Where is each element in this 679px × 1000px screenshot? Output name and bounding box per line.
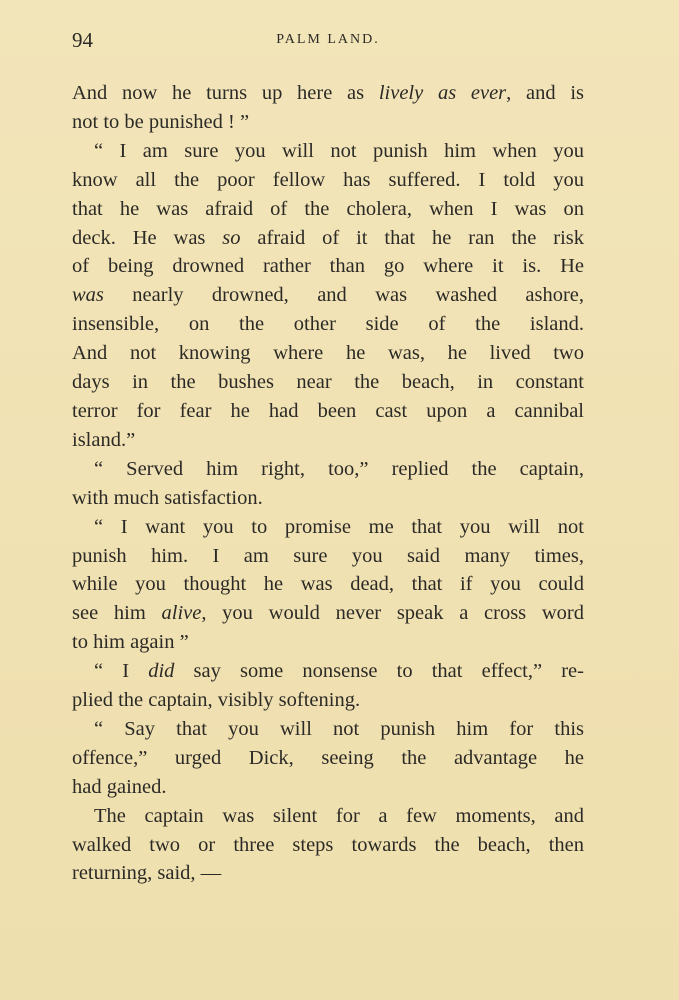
text-segment: say some nonsense to that effect,” re- (174, 660, 584, 683)
text-segment: with much satisfaction. (72, 486, 263, 509)
italic-text: was (72, 284, 104, 307)
text-segment: punish him. I am sure you said many times, (72, 544, 584, 567)
text-line (72, 281, 584, 310)
text-line (72, 484, 584, 513)
italic-text: lively as ever (378, 82, 507, 104)
text-line (72, 455, 584, 484)
text-line (72, 224, 584, 253)
text-segment: see him (72, 602, 162, 625)
text-segment: “ Say that you will not punish him for this (94, 717, 584, 740)
text-line (72, 397, 584, 426)
text-line (72, 513, 584, 542)
text-segment: returning, said, — (72, 862, 222, 885)
text-segment: know all the poor fellow has suffered. I told you (72, 168, 584, 191)
text-line (72, 831, 584, 860)
text-segment: days in the bushes near the beach, in constant (72, 371, 584, 394)
text-line (72, 715, 584, 744)
text-line (72, 859, 584, 888)
text-segment: insensible, on the other side of the island. (72, 313, 584, 336)
text-segment: afraid of it that he ran the risk (240, 226, 585, 249)
text-segment: And not knowing where he was, he lived two (72, 342, 584, 365)
text-line (72, 802, 584, 831)
text-segment: to him again ” (72, 631, 189, 654)
text-segment: that he was afraid of the cholera, when I was on (72, 197, 584, 220)
text-segment: island.” (72, 428, 136, 451)
text-line (72, 542, 584, 571)
text-segment: offence,” urged Dick, seeing the advantage he (72, 746, 584, 769)
text-segment: And now he turns up here as (72, 82, 379, 104)
text-line (72, 773, 584, 802)
italic-text: did (148, 660, 175, 683)
text-segment: “ I am sure you will not punish him when you (94, 139, 584, 162)
page-number: 94 (72, 28, 93, 52)
text-line (72, 195, 584, 224)
text-segment: “ I want you to promise me that you will not (94, 515, 584, 538)
text-segment: of being drowned rather than go where it is. He (72, 255, 584, 278)
text-line (72, 599, 584, 628)
text-segment: while you thought he was dead, that if you could (72, 573, 584, 596)
text-line (72, 252, 584, 281)
text-segment: plied the captain, visibly softening. (72, 689, 361, 712)
text-segment: had gained. (72, 775, 167, 798)
body-text (72, 79, 584, 888)
text-line (72, 166, 584, 195)
text-line (72, 79, 584, 108)
text-line (72, 368, 584, 397)
text-segment: The captain was silent for a few moments, and (94, 804, 584, 827)
text-line (72, 657, 584, 686)
running-title: PALM LAND. (276, 32, 380, 47)
text-segment: walked two or three steps towards the beach, then (72, 833, 584, 856)
text-line (72, 426, 584, 455)
text-segment: , you would never speak a cross word (201, 602, 585, 625)
text-line (72, 339, 584, 368)
text-line (72, 570, 584, 599)
text-segment: “ Served him right, too,” replied the captain, (94, 457, 584, 480)
text-line (72, 310, 584, 339)
text-line (72, 744, 584, 773)
text-segment: “ I (94, 660, 149, 683)
text-segment: nearly drowned, and was washed ashore, (103, 284, 584, 307)
text-segment: , and is (506, 82, 585, 104)
text-line (72, 108, 584, 137)
page-header (72, 28, 584, 58)
italic-text: so (222, 226, 241, 249)
text-segment: not to be punished ! ” (72, 110, 250, 133)
italic-text: alive (161, 602, 202, 625)
text-line (72, 137, 584, 166)
text-line (72, 628, 584, 657)
text-segment: deck. He was (72, 226, 223, 249)
text-segment: terror for fear he had been cast upon a cannibal (72, 399, 584, 422)
text-line (72, 686, 584, 715)
